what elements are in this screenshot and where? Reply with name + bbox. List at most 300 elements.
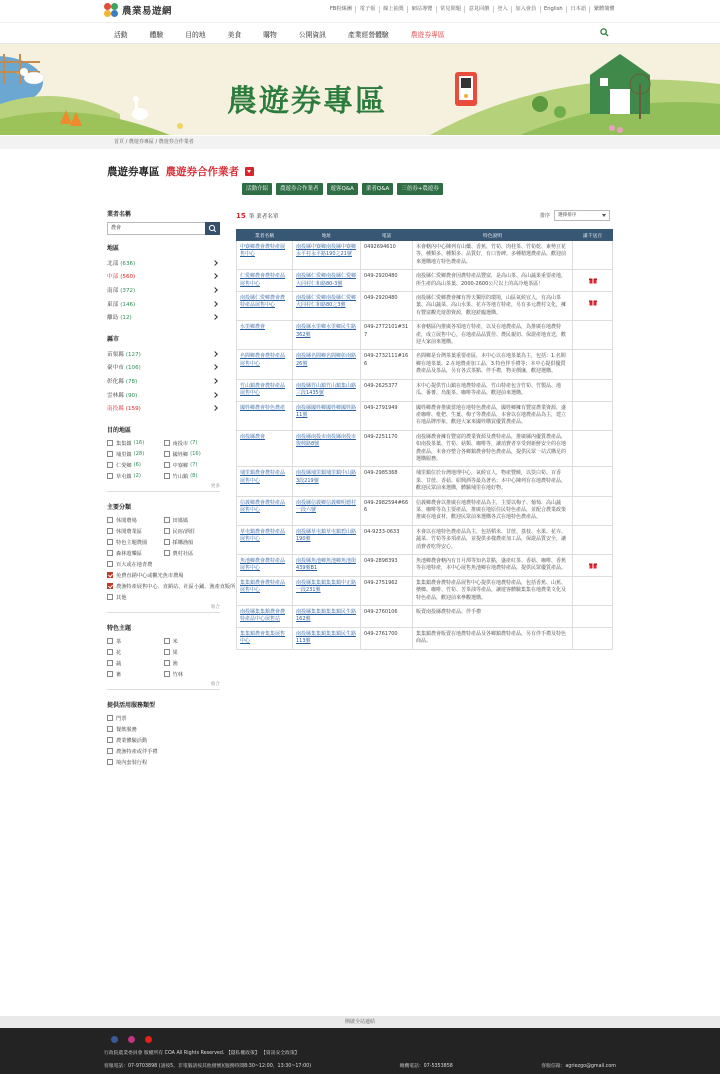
checkbox[interactable] [107,671,113,677]
checkbox-label: 蔬 [116,660,122,667]
column-header: 業者名稱 [237,230,293,241]
filter-row[interactable] [107,361,220,375]
checkbox-label: 畜 [116,671,122,678]
checkbox[interactable] [107,473,113,479]
top-link[interactable]: 網站導覽 [407,6,436,13]
checkbox-label: 茶 [116,638,122,645]
checkbox[interactable] [107,594,113,600]
fold-link[interactable]: 收合 [107,604,220,613]
checkbox-label: 集集鎮 [116,440,132,447]
sort-control [540,210,610,221]
checkbox-item[interactable] [107,581,236,592]
vendor-address-link[interactable]: 南投縣集集鎮集集鎮民生路162號 [293,606,361,628]
nav-item[interactable]: 購物 [263,31,277,39]
checkbox[interactable] [107,715,113,721]
top-link[interactable]: 登入 [493,6,511,13]
more-link[interactable]: 更多 [107,483,220,492]
vendor-address-link[interactable]: 南投縣國姓鄉國姓鄉國姓路11號 [293,401,361,430]
filter-count: (146) [120,301,136,308]
checkbox-count: (16) [190,451,201,458]
social-links [111,1036,152,1043]
dest-list [107,438,220,482]
column-header: 特色說明 [413,230,573,241]
checkbox-item[interactable] [164,537,221,548]
filter-name: 雲林縣 [107,392,124,399]
vendor-name-link[interactable]: 集集鎮農會農特產品展售中心 [237,576,293,605]
checkbox-item[interactable] [107,515,164,526]
checkbox[interactable] [164,440,170,446]
checkbox-item[interactable] [164,526,221,537]
table-row [237,401,613,430]
checkbox[interactable] [107,583,113,589]
checkbox-label: 休閒農場 [116,517,137,524]
table-body [237,241,613,650]
table-row [237,430,613,467]
nav-item[interactable]: 活動 [114,31,128,39]
vendor-description: 南投縣仁愛鄉農會擁有得天獨厚的環境，山區氣候宜人，有高山茶葉、高山蔬菜、高山水果、花卉等地方特產，另有多元農村文化，擁有豐富觀光遊憩資源，歡迎蒞臨選購。 [413,292,573,321]
nav-item[interactable]: 公開資訊 [298,31,326,39]
chevron-right-icon [212,351,218,357]
checkbox-label: 農業體驗活動 [116,737,148,744]
gift-cell [573,401,613,430]
gift-cell [573,241,613,270]
checkbox-label: 餐飲服務 [116,726,137,733]
vendor-description: 集集鎮農會農特產品展售中心提供在地農特產品，包括香蕉、山蕉、檳榔、咖啡、竹筍、苦茶油等產品，讓遊客體驗集集在地農業文化及特色產品，歡迎前來參觀選購。 [413,576,573,605]
checkbox-label: 埔里鎮 [116,451,132,458]
facebook-icon[interactable] [111,1036,118,1043]
filter-name: 南部 [107,287,119,294]
checkbox[interactable] [107,528,113,534]
main-nav [0,22,720,44]
checkbox-item[interactable] [107,724,220,735]
checkbox[interactable] [107,550,113,556]
checkbox-item[interactable] [164,515,221,526]
top-link[interactable]: 常見問題 [436,6,465,13]
gift-cell [573,496,613,525]
filter-row[interactable] [107,388,220,402]
column-header: 滿千送百 [573,230,613,241]
filter-name: 南投縣 [107,406,124,413]
vendor-name-link[interactable]: 南投縣農會 [237,430,293,467]
vendor-phone: 049-2982594#666 [361,496,413,525]
result-number: 15 [236,212,246,220]
column-header: 電話 [361,230,413,241]
filter-label [107,391,137,399]
page-heading [107,164,254,179]
checkbox[interactable] [107,638,113,644]
checkbox[interactable] [107,517,113,523]
nav-items [114,29,467,39]
checkbox[interactable] [164,660,170,666]
vendor-description: 信義鄉農會以推廣在地農特產品為主，主要以梅子、葡萄、高山蔬菜、咖啡等為主要產品，推廣在地原住民特色產品，並配合農業政策推廣在地食材，歡迎民眾前來選購各式在地特色農產品。 [413,496,573,525]
filter-label [107,272,135,280]
vendor-name-link[interactable]: 集集鎮農會集集展售中心 [237,627,293,649]
vendor-phone: 049-2920480 [361,270,413,292]
vendor-phone: 049-2732111#166 [361,350,413,379]
logo-icon [104,3,118,17]
search-icon[interactable] [600,28,609,37]
checkbox-item[interactable] [107,570,220,581]
vendor-description: 販賣南投縣農特產品、伴手禮 [413,606,573,628]
checkbox-label: 漁 [172,660,178,667]
page-title: 農遊券專區 [107,166,160,178]
filter-label [107,300,135,308]
checkbox-label: 境內套裝行程 [116,759,148,766]
checkbox-item[interactable] [164,636,221,647]
vendor-name-link[interactable]: 仁愛鄉農會農特產品展售中心 [237,270,293,292]
category-list [107,515,236,603]
vendor-name-link[interactable]: 魚池鄉農會農特產品展售中心 [237,555,293,577]
chevron-right-icon [212,314,218,320]
breadcrumb-item[interactable]: 農遊券專區 [128,139,154,145]
chevron-right-icon [212,287,218,293]
top-bar [0,0,720,22]
checkbox-item[interactable] [107,548,164,559]
tab-button[interactable]: 遊客Q&A [327,183,358,195]
tab-button[interactable]: 業者Q&A [362,183,393,195]
checkbox-item[interactable] [107,669,164,680]
checkbox[interactable] [107,451,113,457]
footer [0,1028,720,1074]
main-phone: 總機電話：07-5353858 [399,1064,453,1069]
checkbox-label: 果 [172,649,178,656]
gift-cell [573,627,613,649]
checkbox[interactable] [164,550,170,556]
gift-cell [573,606,613,628]
top-link[interactable]: English [540,6,567,13]
tab-button[interactable]: 活動介紹 [242,183,272,195]
checkbox[interactable] [107,572,113,578]
checkbox-label: 農村社區 [172,550,194,557]
tab-button[interactable]: 三倍券+農遊券 [397,183,443,195]
gift-icon [589,299,597,306]
checkbox-item[interactable] [164,449,221,460]
feature-list [107,636,220,680]
checkbox[interactable] [107,649,113,655]
logo-text: 農業易遊網 [122,6,173,17]
filter-row[interactable] [107,310,220,324]
checkbox[interactable] [164,649,170,655]
gift-icon [589,277,597,284]
tab-button[interactable]: 農遊券合作業者 [276,183,323,195]
checkbox-label: 中寮鄉 [172,462,189,469]
filter-name: 北部 [107,260,119,267]
city-list [107,347,220,415]
filter-name: 臺中市 [107,365,124,372]
table-row [237,555,613,577]
table-row [237,606,613,628]
filter-count: (636) [120,260,136,267]
checkbox[interactable] [107,440,113,446]
vendor-description: 國姓鄉農會推廣當地在地特色農產品，國姓鄉擁有豐富農業資源，盛產咖啡、枇杷、生薑、梅子等農產品，本會以在地農產品為主，建立在地品牌形象，歡迎大家來國姓購買優質農產品。 [413,401,573,430]
gift-cell [573,292,613,321]
filter-count: (78) [125,378,138,385]
vendor-phone: 049-2625377 [361,379,413,401]
table-row [237,270,613,292]
checkbox-item[interactable] [107,636,164,647]
checkbox-count: (2) [133,473,141,480]
sort-label: 排序 [540,213,551,219]
filter-label [107,286,135,294]
checkbox-label: 採購漁船 [172,539,194,546]
breadcrumb-item[interactable]: 首頁 [114,139,125,145]
vendor-address-link[interactable]: 南投縣信義鄉信義鄉明德村一段六號 [293,496,361,525]
vendor-name-link[interactable]: 南投縣仁愛鄉農會農特產品展售中心 [237,292,293,321]
result-label: 筆 業者名單 [248,214,279,220]
vendor-name-link[interactable]: 國姓鄉農會特色農產 [237,401,293,430]
checkbox[interactable] [164,671,170,677]
table-row [237,379,613,401]
nav-item[interactable]: 目的地 [185,31,206,39]
filter-count: (127) [125,351,141,358]
checkbox-item[interactable] [107,647,164,658]
vendor-phone: 049-2920480 [361,292,413,321]
checkbox-label: 特色主題農園 [116,539,148,546]
nav-item[interactable]: 產業經營體驗 [347,31,389,39]
instagram-icon[interactable] [128,1036,135,1043]
top-link[interactable]: 加入會員 [511,6,540,13]
vendor-address-link[interactable]: 南投縣竹山鎮竹山鎮集山路三段1435號 [293,379,361,401]
top-link[interactable]: 繁體簡體 [589,6,618,13]
vendor-address-link[interactable]: 南投縣中寮鄉南投縣中寮鄉永平村永平路190之21號 [293,241,361,270]
filter-row[interactable] [107,401,220,415]
gift-cell [573,270,613,292]
gift-cell [573,467,613,496]
top-link[interactable]: FB粉絲團 [329,6,352,12]
filter-label [107,404,141,412]
hero-banner [0,44,720,135]
checkbox[interactable] [164,517,170,523]
gift-cell [573,576,613,605]
checkbox-label: 農漁特產展售中心、直銷站、社區小鋪、漁產直販所 [116,583,236,590]
checkbox-item[interactable] [107,757,220,768]
checkbox-label: 民宿/酒莊 [172,528,195,535]
gift-icon [589,562,597,569]
filter-count: (90) [125,392,138,399]
checkbox-item[interactable] [107,471,164,482]
vendor-name-link[interactable]: 南投縣集集鎮農會農特產品中心展售站 [237,606,293,628]
checkbox-item[interactable] [164,438,221,449]
checkbox[interactable] [107,759,113,765]
search-button[interactable] [205,222,220,235]
vendor-name-link[interactable]: 竹山鎮農會農特產品展售中心 [237,379,293,401]
checkbox[interactable] [164,638,170,644]
vendor-address-link[interactable]: 南投縣水里鄉水里鄉民生路362號 [293,321,361,350]
service-list [107,713,220,768]
vendor-description: 本會以在地特色農產品為主，包括稻米、甘蔗、荔枝、水果、花卉、蔬菜、竹筍等多項產品，並提供多樣農產加工品，保證品質安全，讓消費者吃得安心。 [413,525,573,554]
vendor-name-link[interactable]: 草屯鎮農會農特產品展售中心 [237,525,293,554]
vendor-phone: 049-2898393 [361,555,413,577]
checkbox-label: 其他 [116,594,127,601]
sort-select[interactable]: 選擇排序 [554,210,610,221]
service-email[interactable]: 客服信箱：agriezgo@gmail.com [541,1064,616,1069]
filter-name: 苗栗縣 [107,351,124,358]
breadcrumb-separator: / [124,139,129,145]
table-row [237,292,613,321]
filter-name: 東部 [107,301,119,308]
checkbox-item[interactable] [164,647,221,658]
vendor-table [236,229,613,650]
checkbox-item[interactable] [107,460,164,471]
breadcrumb-item: 農遊券合作業者 [158,139,194,145]
fold-link-2[interactable]: 收合 [107,681,220,690]
table-row [237,525,613,554]
filter-name: 中部 [107,274,119,281]
nav-item[interactable]: 農遊券專區 [410,31,445,39]
filter-count: (106) [125,365,141,372]
dropdown-icon[interactable] [245,167,254,176]
checkbox-label: 百大或在地青農 [116,561,153,568]
checkbox-label: 南投市 [172,440,189,447]
youtube-icon[interactable] [145,1036,152,1043]
vendor-phone: 049-2985368 [361,467,413,496]
chevron-right-icon [212,274,218,280]
chevron-right-icon [212,301,218,307]
checkbox[interactable] [107,660,113,666]
vendor-name-link[interactable]: 埔里鎮農會農特產品展售中心 [237,467,293,496]
nav-item[interactable]: 美食 [227,31,242,39]
checkbox[interactable] [107,748,113,754]
top-link[interactable]: 線上抽獎 [379,6,408,13]
checkbox-item[interactable] [107,592,220,603]
table-row [237,241,613,270]
filter-row[interactable] [107,270,220,284]
nav-item[interactable]: 體驗 [149,31,164,39]
vendor-name-link[interactable]: 水里鄉農會 [237,321,293,350]
checkbox[interactable] [107,561,113,567]
chevron-right-icon [212,392,218,398]
checkbox-label: 花 [116,649,122,656]
column-header: 地址 [293,230,361,241]
vendor-address-link[interactable]: 南投縣南投市南投縣南投市復興路8號 [293,430,361,467]
checkbox-item[interactable] [107,746,220,757]
table-row [237,467,613,496]
checkbox[interactable] [164,528,170,534]
vendor-address-link[interactable]: 南投縣仁愛鄉南投縣仁愛鄉大同村仁和路80-3號 [293,270,361,292]
chevron-right-icon [212,405,218,411]
vendor-phone: 049-2760106 [361,606,413,628]
checkbox[interactable] [107,539,113,545]
checkbox-item[interactable] [107,526,164,537]
checkbox-item[interactable] [107,537,164,548]
vendor-address-link[interactable]: 南投縣集集鎮集集鎮民生路113號 [293,627,361,649]
top-link[interactable]: 電子報 [355,6,378,13]
checkbox-label: 農漁特產或伴手禮 [116,748,158,755]
filter-label [107,313,132,321]
service-filter-label: 提供活用服務類型 [107,701,156,709]
checkbox-item[interactable] [164,548,221,559]
vendor-phone: 049-2761700 [361,627,413,649]
checkbox-item[interactable] [164,471,221,482]
vendor-description: 埔里鎮位於台灣地理中心，氣候宜人，物產豐饒，以筊白筍、百香果、甘蔗、香菇、紹興酒等最為著名；本中心陳列有在地農特產品，歡迎民眾前來選購，體驗埔里在地好物。 [413,467,573,496]
checkbox-item[interactable] [107,449,164,460]
section-tabs [242,183,443,195]
vendor-address-link[interactable]: 南投縣仁愛鄉南投縣仁愛鄉大同村仁和路80之3號 [293,292,361,321]
vendor-phone: 049-2791949 [361,401,413,430]
checkbox[interactable] [164,462,170,468]
feature-filter-label: 特色主題 [107,624,132,632]
filter-row[interactable] [107,256,220,270]
contact-info [104,1062,616,1069]
top-link[interactable]: 意見回饋 [464,6,493,13]
name-search [107,222,220,235]
checkbox[interactable] [107,737,113,743]
checkbox[interactable] [107,462,113,468]
checkbox-item[interactable] [164,460,221,471]
checkbox-item[interactable] [107,735,220,746]
vendor-address-link[interactable]: 南投縣名間鄉名間鄉彰南路26號 [293,350,361,379]
vendor-phone: 049-2251170 [361,430,413,467]
table-row [237,350,613,379]
checkbox-label: 米 [172,638,178,645]
checkbox-label: 草屯鎮 [116,473,132,480]
vendor-address-link[interactable]: 南投縣草屯鎮草屯鎮碧山路190號 [293,525,361,554]
table-header [237,230,613,241]
filter-row[interactable] [107,374,220,388]
checkbox-item[interactable] [164,669,221,680]
filter-name: 彰化縣 [107,378,124,385]
filter-row[interactable] [107,347,220,361]
checkbox[interactable] [164,451,170,457]
checkbox-item[interactable] [107,438,164,449]
checkbox[interactable] [107,726,113,732]
checkbox-item[interactable] [107,713,220,724]
checkbox[interactable] [164,473,170,479]
vendor-description: 集集鎮農會販賣在地農特產品及各鄉鎮農特產品，另有伴手禮及特色商品。 [413,627,573,649]
checkbox-item[interactable] [107,658,164,669]
page-subtitle[interactable]: 農遊券合作業者 [165,166,239,178]
checkbox-label: 竹林 [172,671,183,678]
region-list [107,256,220,324]
top-link[interactable]: 日本語 [566,6,589,13]
checkbox-label: 休閒農業區 [116,528,142,535]
checkbox-label: 仁愛鄉 [116,462,132,469]
filter-count: (560) [120,274,136,281]
filter-row[interactable] [107,297,220,311]
vendor-address-link[interactable]: 南投縣埔里鎮埔里鎮中山路3段219號 [293,467,361,496]
checkbox-item[interactable] [107,559,220,570]
checkbox-count: (7) [190,440,198,447]
vendor-description: 南投縣仁愛鄉農會因農特產品豐富，是高山茶、高山蔬果重要產地，所生產的高山茶葉、2000-2600公尺以上的高冷地茶區！ [413,270,573,292]
vendor-name-link[interactable]: 中寮鄉農會農特產展售中心 [237,241,293,270]
table-row [237,627,613,649]
vendor-description: 魚池鄉農會轄內有日月潭等知名景點，盛產紅茶、香菇、咖啡、香蕉等在地特產，本中心展售魚池鄉在地農特產品，提供民眾優質產品。 [413,555,573,577]
filter-label [107,377,137,385]
checkbox-item[interactable] [164,658,221,669]
dest-filter-label: 目的地區 [107,426,132,434]
gift-cell [573,350,613,379]
copyright: 行政院農業委員會 版權所有 COA All Rights Reserved. 【隱私權政策】 【資訊安全政策】 [104,1051,300,1056]
banner-title: 農遊券專區 [227,84,387,119]
filter-row[interactable] [107,283,220,297]
site-logo[interactable] [104,3,172,17]
filter-label [107,350,141,358]
chevron-right-icon [212,260,218,266]
vendor-description: 南投縣農會擁有豐富的農業資源及農特產品，推廣縣內優質農產品，如南投茶葉、竹筍、菇類、咖啡等，讓消費者享受到新鮮安全的在地農產品，本會亦整合各鄉鎮農會特色農產品，提供民眾一站式購足的選購服務。 [413,430,573,467]
name-search-input[interactable]: 農會 [107,222,205,235]
vendor-phone: 049-2772101#317 [361,321,413,350]
vendor-name-link[interactable]: 信義鄉農會農特產品展售中心 [237,496,293,525]
vendor-phone: 049-2751962 [361,576,413,605]
checkbox-count: (6) [133,462,141,469]
checkbox[interactable] [164,539,170,545]
open-site-links[interactable]: 開啟全站連結 [0,1016,720,1028]
filter-count: (12) [120,315,132,322]
vendor-name-link[interactable]: 名間鄉農會農特產品展售中心 [237,350,293,379]
vendor-address-link[interactable]: 南投縣魚池鄉魚池鄉魚池街439號B1 [293,555,361,577]
vendor-address-link[interactable]: 南投縣集集鎮集集鎮中正路一段231號 [293,576,361,605]
region-filter-label: 地區 [107,245,120,252]
